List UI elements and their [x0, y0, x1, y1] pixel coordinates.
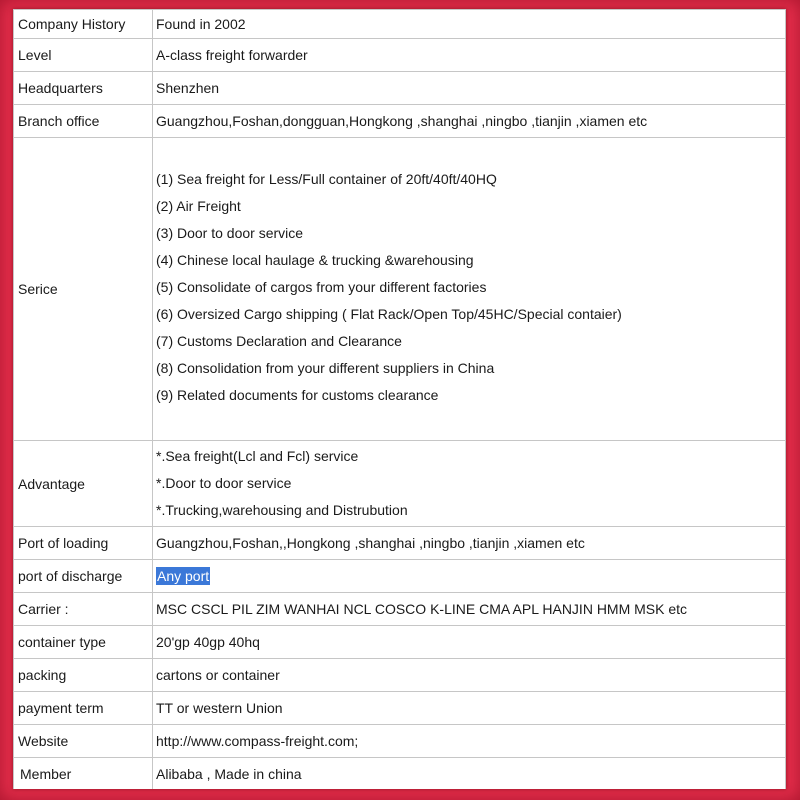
value-level: A-class freight forwarder — [153, 39, 786, 72]
value-service-list — [153, 138, 786, 441]
table-row — [14, 72, 786, 105]
table-row — [14, 441, 786, 527]
label-container-type: container type — [14, 626, 153, 659]
value-advantage-list — [153, 441, 786, 527]
table-row — [14, 626, 786, 659]
value-port-of-discharge-selected[interactable]: Any port — [157, 568, 210, 584]
service-item: (7) Customs Declaration and Clearance — [156, 333, 402, 349]
service-item: (1) Sea freight for Less/Full container of 20ft/40ft/40HQ — [156, 171, 497, 187]
label-website: Website — [14, 725, 153, 758]
label-packing: packing — [14, 659, 153, 692]
service-item: (6) Oversized Cargo shipping ( Flat Rack/Open Top/45HC/Special contaier) — [156, 306, 622, 322]
label-carrier: Carrier : — [14, 593, 153, 626]
table-row — [14, 758, 786, 790]
value-member: Alibaba , Made in china — [153, 758, 786, 790]
table-row — [14, 659, 786, 692]
advantage-item: *.Door to door service — [156, 475, 292, 491]
value-branch-office: Guangzhou,Foshan,dongguan,Hongkong ,shanghai ,ningbo ,tianjin ,xiamen etc — [153, 105, 786, 138]
value-container-type: 20'gp 40gp 40hq — [153, 626, 786, 659]
value-headquarters: Shenzhen — [153, 72, 786, 105]
label-level: Level — [14, 39, 153, 72]
label-port-of-loading: Port of loading — [14, 527, 153, 560]
value-payment-term: TT or western Union — [153, 692, 786, 725]
value-port-of-loading: Guangzhou,Foshan,,Hongkong ,shanghai ,ningbo ,tianjin ,xiamen etc — [153, 527, 786, 560]
label-branch-office: Branch office — [14, 105, 153, 138]
table-row — [14, 105, 786, 138]
service-item: (8) Consolidation from your different suppliers in China — [156, 360, 495, 376]
table-row — [14, 527, 786, 560]
table-row — [14, 39, 786, 72]
service-item: (5) Consolidate of cargos from your different factories — [156, 279, 487, 295]
value-company-history: Found in 2002 — [153, 10, 786, 39]
label-advantage: Advantage — [14, 441, 153, 527]
service-item: (4) Chinese local haulage & trucking &warehousing — [156, 252, 474, 268]
value-port-of-discharge-cell — [153, 560, 786, 593]
value-website: http://www.compass-freight.com; — [153, 725, 786, 758]
value-carrier: MSC CSCL PIL ZIM WANHAI NCL COSCO K-LINE CMA APL HANJIN HMM MSK etc — [153, 593, 786, 626]
service-item: (3) Door to door service — [156, 225, 304, 241]
table-row — [14, 725, 786, 758]
table-row — [14, 692, 786, 725]
company-info-sheet — [13, 9, 786, 789]
service-item: (2) Air Freight — [156, 198, 241, 214]
table-row — [14, 138, 786, 441]
label-member: Member — [14, 758, 153, 790]
label-port-of-discharge: port of discharge — [14, 560, 153, 593]
table-row — [14, 10, 786, 39]
label-payment-term: payment term — [14, 692, 153, 725]
label-service: Serice — [14, 138, 153, 441]
label-company-history: Company History — [14, 10, 153, 39]
advantage-item: *.Sea freight(Lcl and Fcl) service — [156, 448, 359, 464]
label-headquarters: Headquarters — [14, 72, 153, 105]
service-item: (9) Related documents for customs clearance — [156, 387, 439, 403]
table-row — [14, 593, 786, 626]
table-row — [14, 560, 786, 593]
advantage-item: *.Trucking,warehousing and Distrubution — [156, 502, 408, 518]
value-packing: cartons or container — [153, 659, 786, 692]
company-info-table — [13, 9, 786, 789]
